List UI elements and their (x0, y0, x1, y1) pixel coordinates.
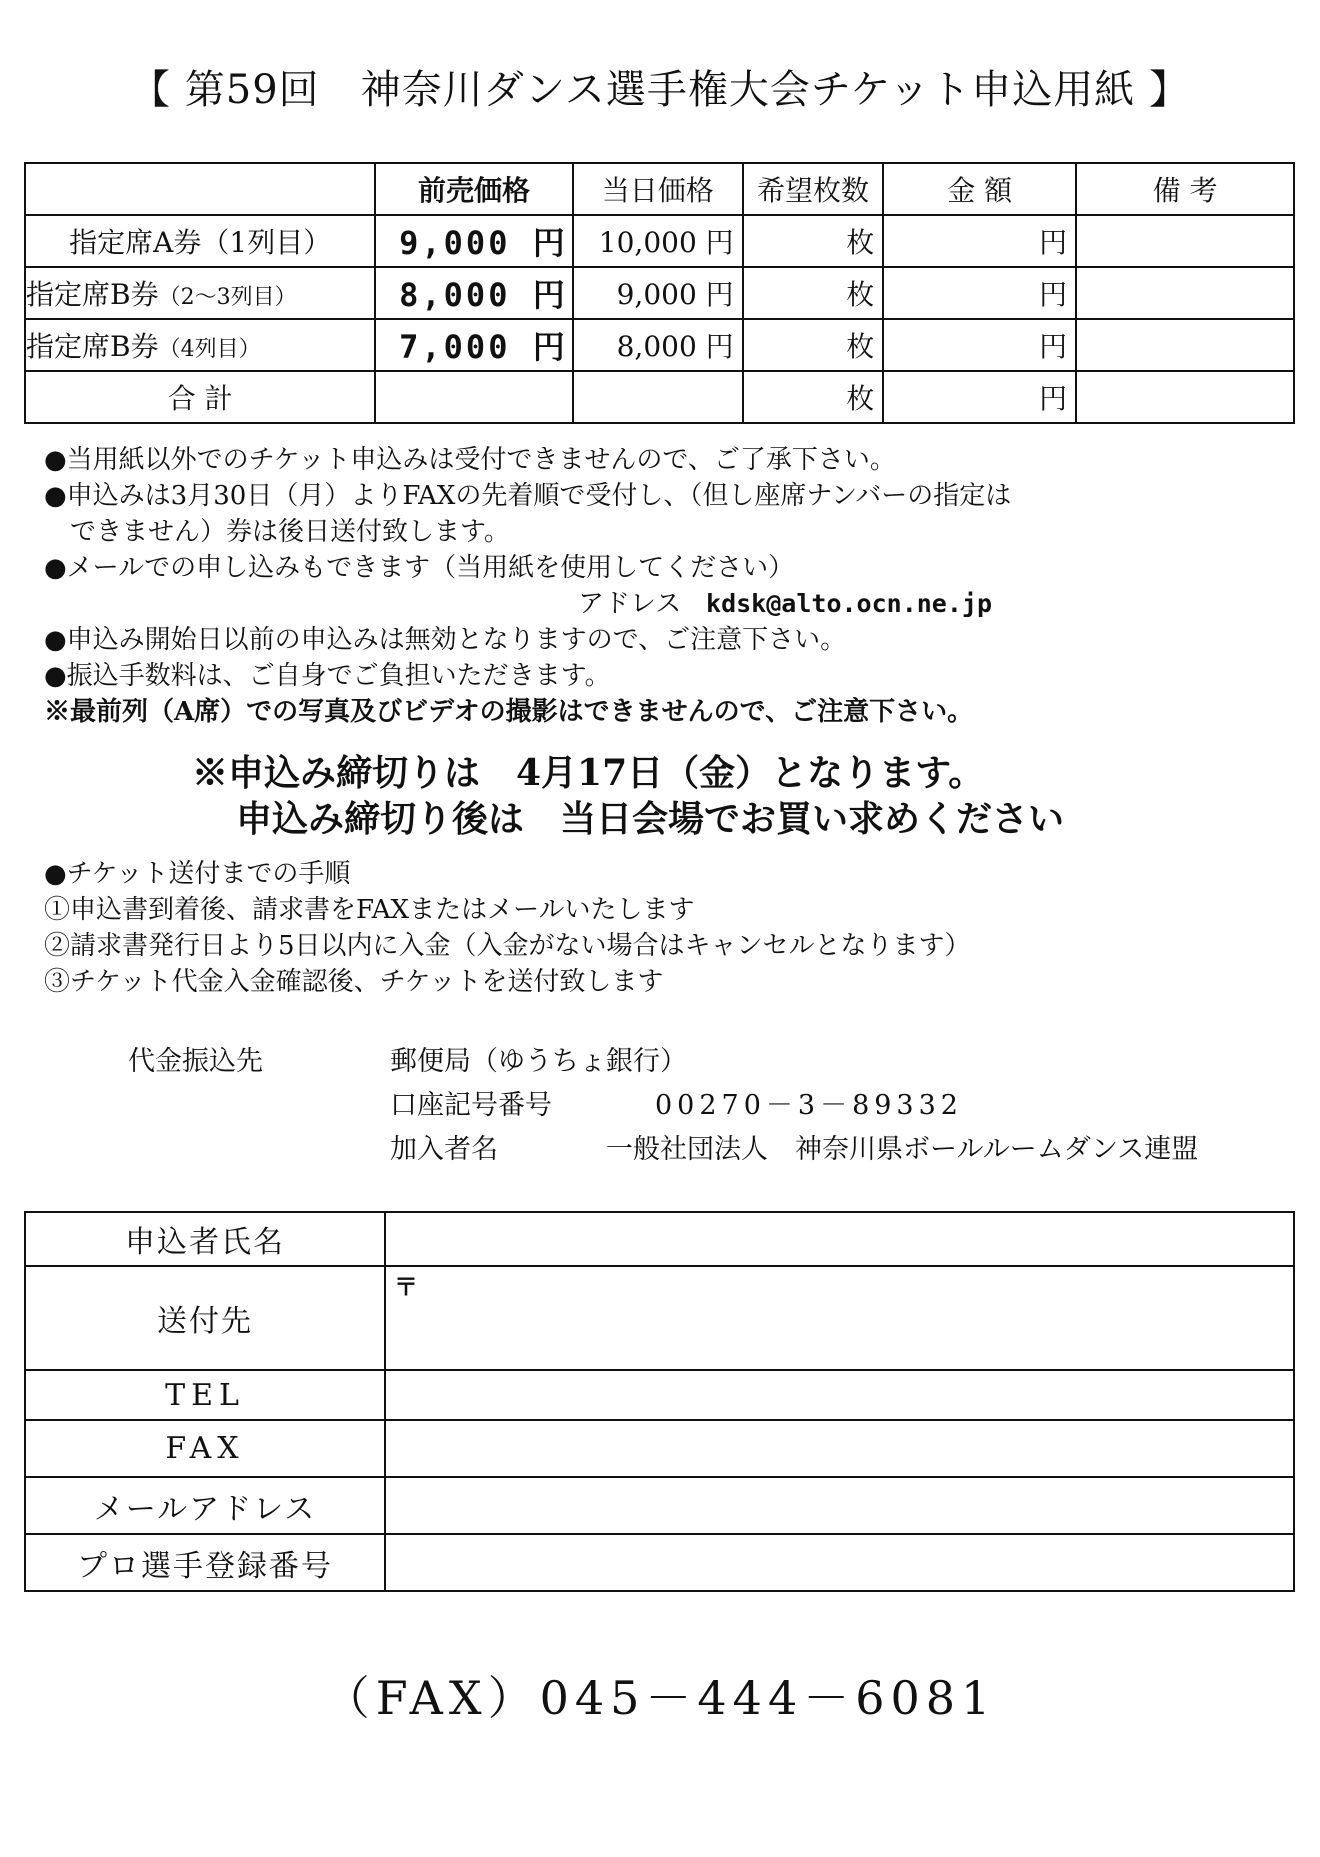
row-label (25, 319, 375, 371)
email-field[interactable] (385, 1477, 1294, 1534)
ticket-rows: （4列目） (158, 337, 261, 362)
email-label: アドレス (578, 589, 682, 619)
form-row-name (25, 1212, 1294, 1266)
table-header-row (25, 163, 1294, 215)
header-advance-price: 前売価格 (375, 163, 572, 215)
fax-label: FAX (25, 1420, 385, 1477)
total-quantity-field[interactable]: 枚 (743, 371, 884, 423)
amount-field[interactable]: 円 (883, 215, 1076, 267)
holder-label: 加入者名 (390, 1134, 498, 1165)
procedure-block (44, 856, 971, 1000)
header-amount: 金 額 (883, 163, 1076, 215)
deadline-line-2: 申込み締切り後は 当日会場でお買い求めください (236, 798, 1065, 840)
table-row (25, 267, 1294, 319)
header-blank (25, 163, 375, 215)
table-row (25, 319, 1294, 371)
ticket-type: 指定席B券 (26, 278, 159, 311)
door-price: 8,000 円 (573, 319, 743, 371)
fax-number: （FAX）045－444－6081 (323, 1671, 997, 1725)
ticket-rows: （1列目） (201, 226, 332, 259)
note-line: ●振込手数料は、ご自身でご負担いただきます。 (44, 661, 611, 691)
header-door-price: 当日価格 (573, 163, 743, 215)
notes-block (44, 442, 1011, 730)
row-label (25, 267, 375, 319)
amount-field[interactable]: 円 (883, 267, 1076, 319)
procedure-heading: ●チケット送付までの手順 (44, 859, 351, 889)
remarks-field[interactable] (1076, 215, 1294, 267)
table-row (25, 215, 1294, 267)
total-label: 合 計 (25, 371, 375, 423)
page-title: 【 第59回 神奈川ダンス選手権大会チケット申込用紙 】 (130, 67, 1190, 113)
quantity-field[interactable]: 枚 (743, 215, 884, 267)
header-quantity: 希望枚数 (743, 163, 884, 215)
applicant-form (24, 1211, 1295, 1592)
form-row-address (25, 1266, 1294, 1370)
door-price: 9,000 円 (573, 267, 743, 319)
quantity-field[interactable]: 枚 (743, 267, 884, 319)
postal-mark: 〒 (394, 1272, 418, 1301)
pro-number-field[interactable] (385, 1534, 1294, 1591)
total-amount-field[interactable]: 円 (883, 371, 1076, 423)
applicant-name-label: 申込者氏名 (25, 1212, 385, 1266)
remarks-field[interactable] (1076, 267, 1294, 319)
note-line: できません）券は後日送付致します。 (44, 517, 510, 547)
price-table (24, 162, 1295, 424)
door-price: 10,000 円 (573, 215, 743, 267)
note-line: ●当用紙以外でのチケット申込みは受付できませんので、ご了承下さい。 (44, 445, 896, 475)
pro-number-label: プロ選手登録番号 (25, 1534, 385, 1591)
holder-name: 一般社団法人 神奈川県ボールルームダンス連盟 (606, 1134, 1199, 1165)
advance-price: 8,000 円 (375, 267, 572, 319)
address-field[interactable] (385, 1266, 1294, 1370)
total-door-blank (573, 371, 743, 423)
quantity-field[interactable]: 枚 (743, 319, 884, 371)
ticket-rows: （2〜3列目） (158, 285, 297, 310)
ticket-type: 指定席B券 (26, 330, 159, 363)
note-line: ●申込みは3月30日（月）よりFAXの先着順で受付し、（但し座席ナンバーの指定は (44, 481, 1012, 511)
photo-warning: ※最前列（A席）での写真及びビデオの撮影はできませんので、ご注意下さい。 (44, 697, 974, 727)
procedure-step: ②請求書発行日より5日以内に入金（入金がない場合はキャンセルとなります） (44, 931, 971, 961)
applicant-name-field[interactable] (385, 1212, 1294, 1266)
bank-label: 代金振込先 (128, 1046, 263, 1077)
account-number: 00270－3－89332 (655, 1090, 963, 1121)
ticket-type: 指定席A券 (69, 226, 202, 259)
total-advance-blank (375, 371, 572, 423)
header-remarks: 備 考 (1076, 163, 1294, 215)
deadline-line-1: ※申込み締切りは 4月17日（金）となります。 (192, 752, 985, 794)
bank-institution: 郵便局（ゆうちょ銀行） (390, 1046, 687, 1077)
form-row-email (25, 1477, 1294, 1534)
row-label (25, 215, 375, 267)
total-row (25, 371, 1294, 423)
account-label: 口座記号番号 (390, 1090, 552, 1121)
email-address[interactable]: kdsk@alto.ocn.ne.jp (706, 589, 993, 618)
form-row-fax (25, 1420, 1294, 1477)
fax-field[interactable] (385, 1420, 1294, 1477)
note-line: ●申込み開始日以前の申込みは無効となりますので、ご注意下さい。 (44, 625, 847, 655)
email-line (44, 586, 1011, 622)
note-line: ●メールでの申し込みもできます（当用紙を使用してください） (44, 553, 795, 583)
total-remarks-field[interactable] (1076, 371, 1294, 423)
form-row-tel (25, 1370, 1294, 1420)
remarks-field[interactable] (1076, 319, 1294, 371)
procedure-step: ①申込書到着後、請求書をFAXまたはメールいたします (44, 895, 695, 925)
advance-price: 9,000 円 (375, 215, 572, 267)
address-label: 送付先 (25, 1266, 385, 1370)
advance-price: 7,000 円 (375, 319, 572, 371)
tel-label: TEL (25, 1370, 385, 1420)
form-row-pro-number (25, 1534, 1294, 1591)
email-label: メールアドレス (25, 1477, 385, 1534)
procedure-step: ③チケット代金入金確認後、チケットを送付致します (44, 967, 664, 997)
tel-field[interactable] (385, 1370, 1294, 1420)
amount-field[interactable]: 円 (883, 319, 1076, 371)
